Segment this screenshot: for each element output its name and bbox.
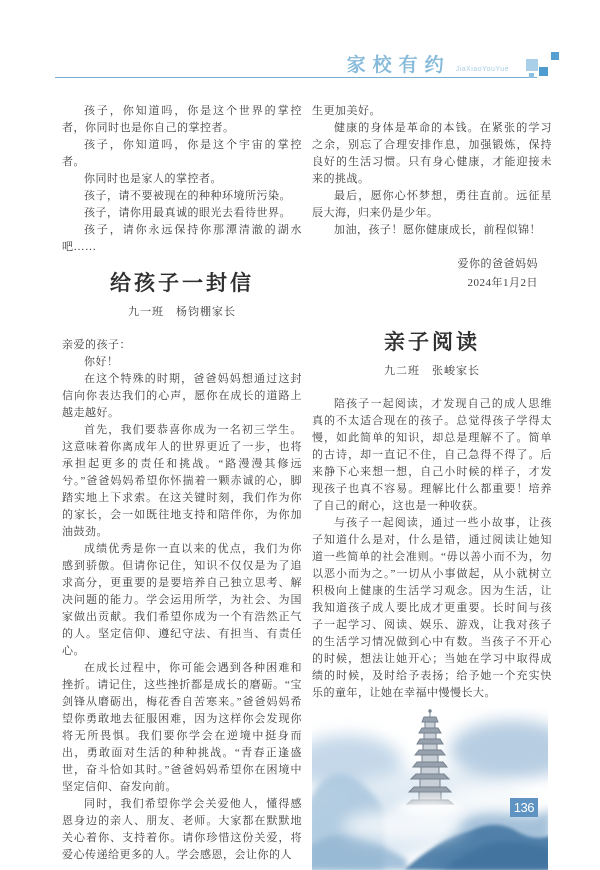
article-paragraph: 陪孩子一起阅读，才发现自己的成人思维真的不太适合现在的孩子。总觉得孩子学得太慢，如此简单的知识，却总是理解不了。简单的古诗，却一直记不住，自己急得不得了。后来静下心来想一想，自己小时候的样子，才发现孩子也真不容易。理解比什么都重要！培养了自己的耐心，这也是一种收获。 xyxy=(312,398,552,512)
article-byline-letter: 九一班 杨钧棚家长 xyxy=(128,306,236,318)
page-header xyxy=(55,50,545,80)
intro-line: 你同时也是家人的掌控者。 xyxy=(84,173,222,185)
intro-line: 孩子，你知道吗，你是这个宇宙的掌控者。 xyxy=(62,139,302,168)
intro-line: 孩子，你知道吗，你是这个世界的掌控者，你同时也是你自己的掌控者。 xyxy=(62,105,302,134)
article-title-letter: 给孩子一封信 xyxy=(110,271,254,295)
left-column xyxy=(62,103,302,870)
right-column xyxy=(312,103,552,870)
signoff-line: 爱你的爸爸妈妈 xyxy=(457,258,538,270)
reading-article-body xyxy=(312,396,552,702)
header-rule xyxy=(55,77,537,78)
letter-ending-lines xyxy=(62,103,302,256)
article-byline-reading: 九二班 张峻家长 xyxy=(384,365,480,377)
letter-body xyxy=(62,354,302,864)
letter-paragraph: 加油，孩子！愿你健康成长，前程似锦！ xyxy=(334,224,541,236)
signoff-date: 2024年1月2日 xyxy=(467,277,538,289)
article-title-reading: 亲子阅读 xyxy=(384,330,480,354)
continuation-line: 生更加美好。 xyxy=(312,105,381,117)
letter-body-continued xyxy=(312,120,552,239)
intro-line: 孩子，请不要被现在的种种环境所污染。 xyxy=(84,190,291,202)
section-subtitle: JiaXiaoYouYue xyxy=(455,66,509,73)
pagoda-icon xyxy=(407,710,453,804)
letter-paragraph: 成绩优秀是你一直以来的优点，我们为你感到骄傲。但请你记住，知识不仅仅是为了追求高分，更重要的是要培养自己独立思考、解决问题的能力。学会运用所学，为社会、为国家做出贡献。我们希望你成为一个有浩然正气的人。坚定信仰、遵纪守法、有担当、有责任心。 xyxy=(62,543,302,657)
section-title: 家校有约 xyxy=(346,55,451,76)
article-paragraph: 与孩子一起阅读，通过一些小故事，让孩子知道什么是对，什么是错，通过阅读让她知道一些简单的社会准则。“毋以善小而不为，勿以恶小而为之。”一切从小事做起，从小就树立积极向上健康的生活学习观念。因为生活，让我知道孩子成人要比成才更重要。长时间与孩子一起学习、阅读、娱乐、游戏，让我对孩子的生活学习情况做到心中有数。当孩子不开心的时候，想法让她开心；当她在学习中取得成绩的时候，及时给予表扬；给予她一个充实快乐的童年，让她在幸福中慢慢长大。 xyxy=(312,517,552,699)
pixel-squares-icon xyxy=(523,52,559,84)
letter-paragraph: 健康的身体是革命的本钱。在紧张的学习之余，别忘了合理安排作息，加强锻炼，保持良好的生活习惯。只有身心健康，才能迎接未来的挑战。 xyxy=(312,122,552,185)
text-columns xyxy=(62,103,552,870)
letter-paragraph: 同时，我们希望你学会关爱他人，懂得感恩身边的亲人、朋友、老师。大家都在默默地关心着你、支持着你。请你珍惜这份关爱，将爱心传递给更多的人。学会感恩，会让你的人 xyxy=(62,798,302,861)
letter-salutation: 亲爱的孩子： xyxy=(62,339,131,351)
letter-paragraph: 在这个特殊的时期，爸爸妈妈想通过这封信向你表达我们的心声，愿你在成长的道路上越走越好。 xyxy=(62,373,302,419)
letter-paragraph: 首先，我们要恭喜你成为一名初三学生。这意味着你离成年人的世界更近了一步，也将承担起更多的责任和挑战。“路漫漫其修远兮。”爸爸妈妈希望你怀揣着一颗赤诚的心，脚踏实地上下求索。在这关键时刻，我们作为你的家长，会一如既往地支持和陪伴你，为你加油鼓劲。 xyxy=(62,424,302,538)
letter-signoff xyxy=(312,255,552,293)
intro-line: 孩子，请你用最真诚的眼光去看待世界。 xyxy=(84,207,291,219)
intro-line: 孩子，请你永远保持你那潭清澈的湖水吧…… xyxy=(62,224,302,253)
letter-paragraph: 最后，愿你心怀梦想，勇往直前。远征星辰大海，归来仍是少年。 xyxy=(312,190,552,219)
letter-paragraph: 在成长过程中，你可能会遇到各种困难和挫折。请记住，这些挫折都是成长的磨砺。“宝剑锋从磨砺出，梅花香自苦寒来。”爸爸妈妈希望你勇敢地去征服困难，因为这样你会发现你将无所畏惧。我们要你学会在逆境中挺身而出，勇敢面对生活的种种挑战。“青春正逢盛世，奋斗恰如其时。”爸爸妈妈希望你在困境中坚定信仰、奋发向前。 xyxy=(62,662,302,793)
pagoda-watercolor-illustration xyxy=(312,708,548,870)
letter-paragraph: 你好！ xyxy=(84,356,119,368)
page-number-badge: 136 xyxy=(510,798,538,817)
